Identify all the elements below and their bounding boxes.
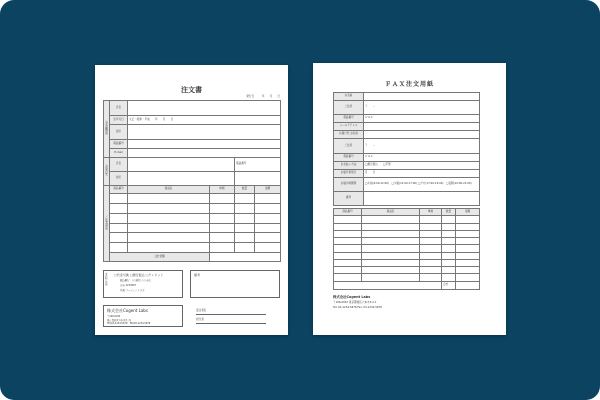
- table-row: [334, 209, 480, 216]
- table-cell: 〒 －: [364, 101, 480, 115]
- table-cell: 金額: [255, 186, 281, 194]
- table-cell: [210, 194, 235, 204]
- table-cell: [456, 216, 480, 223]
- table-cell: [334, 238, 362, 245]
- payment-box: [103, 270, 183, 298]
- table-row: [104, 125, 281, 140]
- table-cell: [255, 223, 281, 233]
- table-cell: [110, 223, 128, 233]
- table-cell: [364, 123, 480, 131]
- table-cell: [442, 230, 456, 237]
- table-cell: 数量: [442, 209, 456, 216]
- table-row: [334, 274, 480, 281]
- table-row: [104, 116, 281, 125]
- bank-line: 振込銀行 ○○銀行 ○○支店: [120, 279, 151, 282]
- table-row: [104, 253, 281, 262]
- table-cell: お客様情報: [104, 101, 110, 158]
- order-form-document: [95, 65, 288, 335]
- table-cell: 電話番号: [334, 153, 364, 161]
- table-cell: [456, 259, 480, 266]
- table-cell: E-mail: [110, 149, 128, 158]
- table-row: [104, 186, 281, 194]
- table-row: [334, 93, 480, 101]
- table-row: [334, 139, 480, 153]
- table-cell: 単価: [420, 209, 442, 216]
- table-row: [104, 233, 281, 243]
- table-cell: お名前: [334, 93, 364, 101]
- table-cell: 生年月日: [110, 116, 128, 125]
- table-cell: [456, 281, 480, 289]
- table-row: [104, 149, 281, 158]
- table-cell: [456, 238, 480, 245]
- table-cell: □午前(9:00-12:00) □午後(12:00-17:00) □夕方(17:00-19:00) □夜間(19:00-21:00): [364, 177, 480, 191]
- table-row: [104, 101, 281, 116]
- table-row: [334, 281, 480, 289]
- table-cell: ご住所: [334, 139, 364, 153]
- table-cell: [128, 243, 210, 253]
- table-row: [334, 131, 480, 139]
- table-cell: [456, 274, 480, 281]
- table-cell: [362, 259, 420, 266]
- table-cell: [364, 191, 480, 205]
- table-cell: [235, 172, 281, 186]
- table-row: [334, 169, 480, 177]
- table-row: [104, 213, 281, 223]
- table-cell: [362, 274, 420, 281]
- table-cell: [420, 267, 442, 274]
- table-cell: [456, 245, 480, 252]
- table-cell: 合計: [442, 281, 456, 289]
- table-cell: [128, 149, 281, 158]
- table-cell: [442, 274, 456, 281]
- table-cell: [210, 233, 235, 243]
- table-cell: [334, 223, 362, 230]
- company-line: TEL03-1234-5678 FAX03-1234-5678: [107, 322, 151, 325]
- table-cell: [442, 216, 456, 223]
- table-cell: 単価: [210, 186, 235, 194]
- table-row: [104, 140, 281, 149]
- table-cell: [110, 203, 128, 213]
- fax-info-table: [333, 92, 480, 206]
- table-cell: [255, 243, 281, 253]
- table-cell: [255, 213, 281, 223]
- table-row: [334, 245, 480, 252]
- company-name: 株式会社Cogent Labs: [107, 308, 148, 313]
- table-cell: 〒 －: [364, 139, 480, 153]
- table-cell: 商品名: [128, 186, 210, 194]
- table-cell: [420, 216, 442, 223]
- table-cell: [456, 267, 480, 274]
- table-cell: 商品名: [362, 209, 420, 216]
- table-row: [334, 267, 480, 274]
- table-cell: 住所: [110, 125, 128, 140]
- sign-line-1: 受注者名: [196, 309, 207, 312]
- table-cell: 電話番号: [110, 140, 128, 149]
- table-cell: [235, 243, 255, 253]
- table-row: [334, 223, 480, 230]
- fax-form-title: ＦＡＸ注文用紙: [384, 81, 434, 88]
- table-cell: [362, 223, 420, 230]
- table-cell: メールアドレス: [334, 123, 364, 131]
- table-cell: [442, 238, 456, 245]
- table-cell: 商品番号: [110, 186, 128, 194]
- table-cell: [334, 230, 362, 237]
- table-cell: [362, 267, 420, 274]
- table-cell: [334, 259, 362, 266]
- table-cell: [364, 131, 480, 139]
- table-cell: [442, 252, 456, 259]
- table-cell: □銀行振込 □手形: [364, 161, 480, 169]
- table-row: [104, 243, 281, 253]
- table-cell: 備考: [334, 191, 364, 205]
- table-cell: [128, 172, 235, 186]
- table-cell: [210, 213, 235, 223]
- table-cell: [456, 252, 480, 259]
- table-cell: [334, 267, 362, 274]
- table-row: [334, 177, 480, 191]
- table-cell: [235, 203, 255, 213]
- table-cell: 金額: [456, 209, 480, 216]
- table-cell: お支払い方法: [334, 161, 364, 169]
- table-cell: [110, 213, 128, 223]
- table-cell: [128, 157, 235, 171]
- table-cell: [334, 281, 442, 289]
- table-cell: [362, 245, 420, 252]
- table-cell: [442, 245, 456, 252]
- notes-box: [190, 270, 280, 298]
- table-cell: [442, 259, 456, 266]
- table-cell: [110, 194, 128, 204]
- issue-date: 発行日 年 月 日: [246, 95, 280, 98]
- table-cell: 住所: [110, 172, 128, 186]
- table-row: [104, 223, 281, 233]
- table-cell: [362, 238, 420, 245]
- table-cell: ご住所: [334, 101, 364, 115]
- table-row: [334, 238, 480, 245]
- table-cell: [456, 223, 480, 230]
- table-cell: [334, 274, 362, 281]
- table-cell: [128, 213, 210, 223]
- table-row: [334, 191, 480, 205]
- table-cell: [128, 233, 210, 243]
- table-cell: [362, 252, 420, 259]
- table-cell: [128, 203, 210, 213]
- table-cell: 電話番号: [334, 115, 364, 123]
- table-cell: [456, 230, 480, 237]
- table-cell: [420, 259, 442, 266]
- table-cell: [420, 245, 442, 252]
- table-cell: [255, 194, 281, 204]
- table-cell: [334, 216, 362, 223]
- table-cell: [128, 223, 210, 233]
- table-cell: お届け先 お名前: [334, 131, 364, 139]
- table-cell: ＦＡＸ: [364, 115, 480, 123]
- table-cell: [420, 238, 442, 245]
- table-cell: [420, 252, 442, 259]
- table-row: [104, 172, 281, 186]
- table-row: [334, 115, 480, 123]
- fax-company-line: 〒106-0032 東京都港区六本木3-2-1: [333, 301, 377, 304]
- table-cell: [210, 253, 281, 262]
- table-cell: [128, 194, 210, 204]
- table-row: [334, 101, 480, 115]
- table-cell: ＦＡＸ: [364, 153, 480, 161]
- table-cell: [110, 233, 128, 243]
- table-cell: 大正・昭和・平成 年 月 日: [128, 116, 281, 125]
- table-cell: [210, 243, 235, 253]
- bank-line: 口座 1234567: [120, 284, 137, 287]
- table-row: [104, 194, 281, 204]
- fax-items-table: [333, 208, 480, 290]
- company-line: 東京都港区六本木3丁目: [107, 318, 132, 322]
- table-row: [334, 123, 480, 131]
- order-info-table: [103, 100, 281, 262]
- payment-options: □代金引換 □銀行振込 □クレジット: [114, 273, 164, 277]
- table-cell: [362, 216, 420, 223]
- table-cell: お届け時間帯: [334, 177, 364, 191]
- table-cell: 商品番号: [334, 209, 362, 216]
- table-cell: 合計金額: [110, 253, 210, 262]
- sign-line-rule: [196, 314, 266, 315]
- table-cell: 氏名: [110, 157, 128, 171]
- notes-label: 備考: [194, 273, 201, 277]
- table-cell: [110, 243, 128, 253]
- table-cell: [420, 274, 442, 281]
- table-cell: 数量: [235, 186, 255, 194]
- table-row: [334, 161, 480, 169]
- table-cell: [128, 125, 281, 140]
- table-cell: [128, 140, 281, 149]
- table-cell: お届け希望日: [334, 169, 364, 177]
- table-cell: [210, 203, 235, 213]
- table-cell: 月 日: [364, 169, 480, 177]
- table-row: [334, 153, 480, 161]
- fax-form-document: [313, 63, 506, 335]
- table-cell: [442, 267, 456, 274]
- table-cell: [420, 230, 442, 237]
- table-row: [334, 259, 480, 266]
- table-cell: [334, 252, 362, 259]
- table-cell: [235, 194, 255, 204]
- table-cell: [128, 101, 281, 116]
- table-cell: お届け先: [104, 157, 110, 185]
- fax-company-name: 株式会社Cogent Labs: [333, 295, 371, 299]
- table-cell: [235, 223, 255, 233]
- table-cell: [235, 213, 255, 223]
- table-row: [334, 230, 480, 237]
- bank-line: 名義 コージェントラボ: [120, 289, 145, 292]
- company-box: [103, 305, 183, 327]
- table-cell: 電話番号: [235, 157, 281, 171]
- table-cell: [255, 203, 281, 213]
- table-row: [334, 216, 480, 223]
- table-row: [334, 252, 480, 259]
- table-cell: [420, 223, 442, 230]
- table-cell: ご注文商品: [104, 186, 110, 262]
- table-cell: [235, 233, 255, 243]
- table-row: [104, 157, 281, 171]
- table-cell: [334, 245, 362, 252]
- table-cell: [362, 230, 420, 237]
- table-cell: [364, 93, 480, 101]
- sign-line-2: 担当者: [196, 318, 204, 321]
- table-cell: [210, 223, 235, 233]
- company-line: 〒106-0032: [107, 315, 121, 318]
- order-form-title: 注文書: [181, 86, 202, 94]
- payment-label: 支払い方法: [105, 273, 108, 287]
- fax-company-line: Tel: 03-1234-5678 Fax: 03-1234-5678: [333, 306, 382, 309]
- table-cell: [442, 223, 456, 230]
- table-cell: [255, 233, 281, 243]
- table-row: [104, 203, 281, 213]
- sign-line-rule: [196, 323, 266, 324]
- table-cell: 氏名: [110, 101, 128, 116]
